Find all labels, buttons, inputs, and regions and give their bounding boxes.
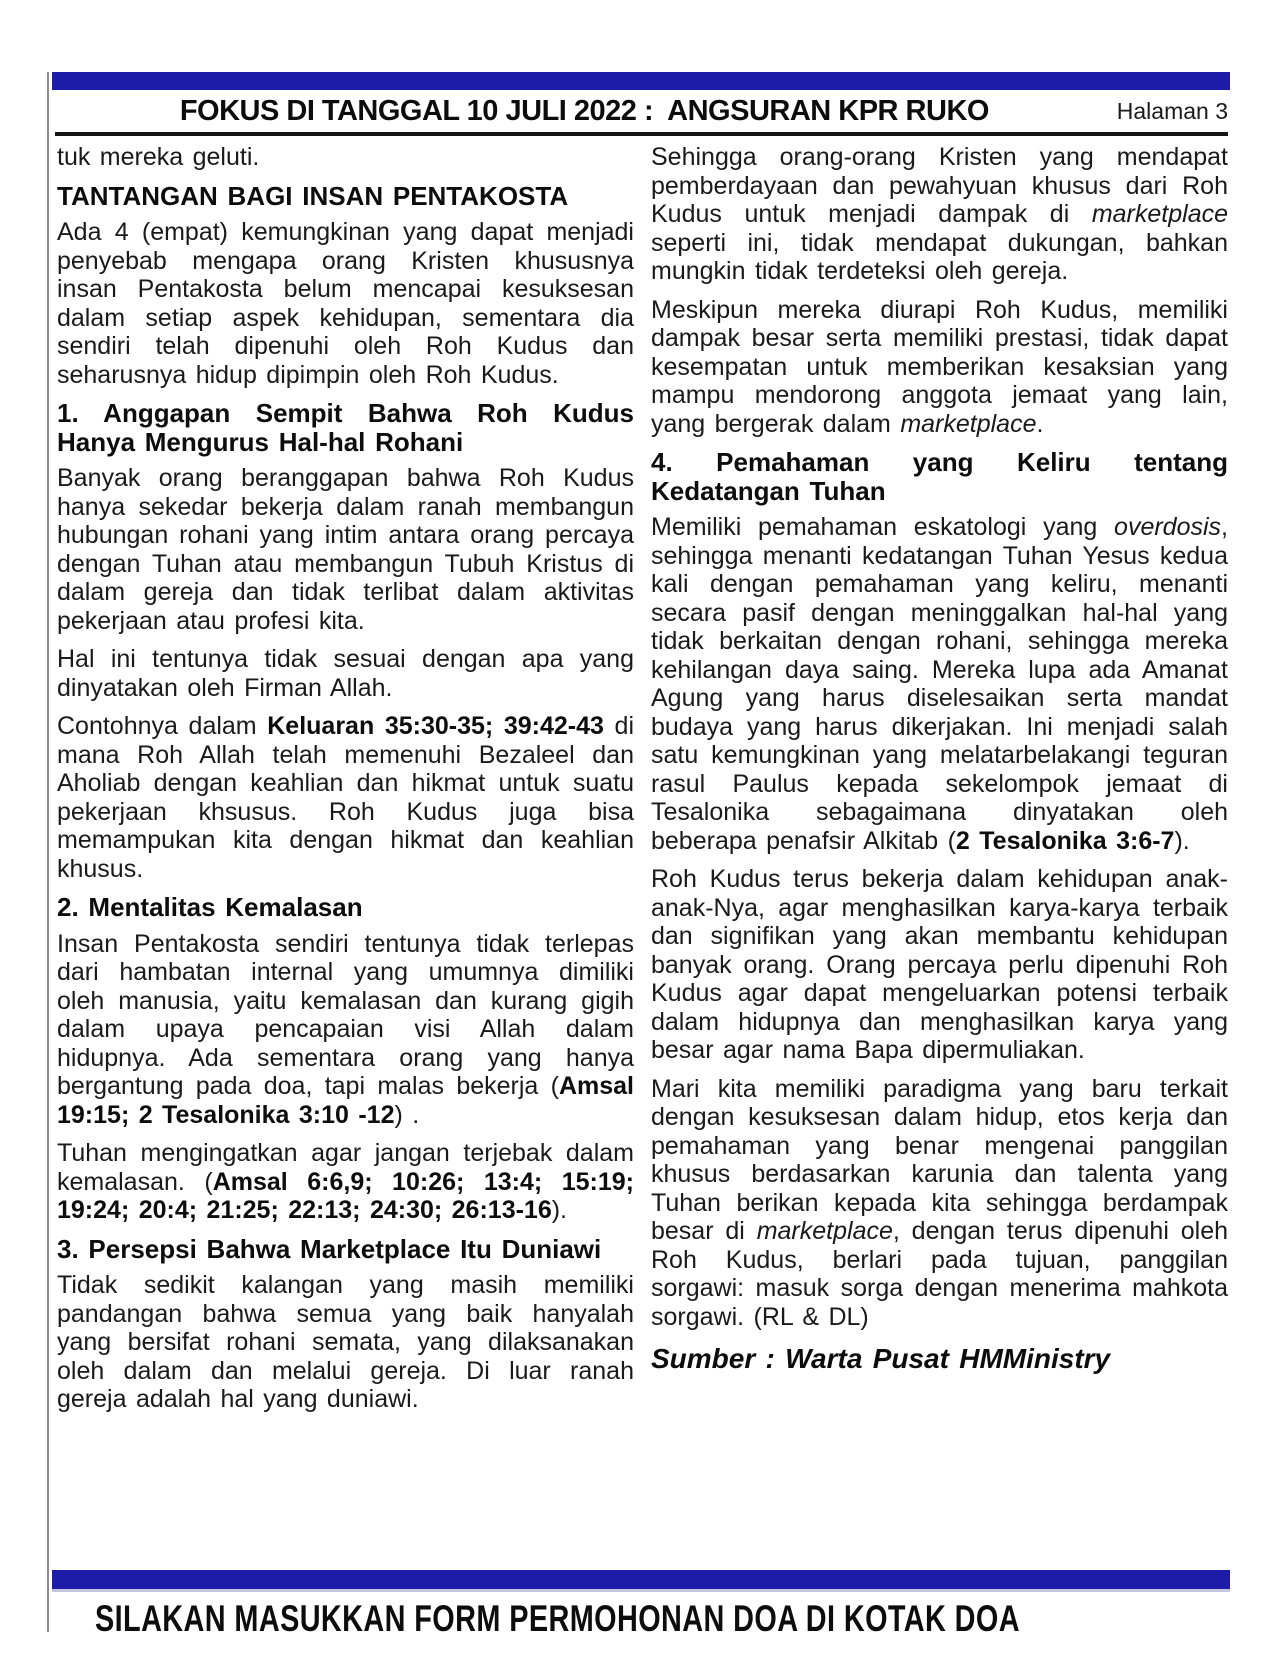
text-run: marketplace: [1091, 200, 1228, 228]
section-heading: [651, 448, 1228, 505]
body-paragraph: [57, 1271, 634, 1414]
text-run: ).: [551, 1196, 568, 1224]
text-run: marketplace: [756, 1217, 893, 1245]
text-run: marketplace: [900, 409, 1037, 438]
page-number-label: Halaman 3: [1116, 97, 1228, 124]
text-run: Banyak orang beranggapan bahwa Roh Kudus hanya sekedar bekerja dalam ranah membangun hubungan rohani yang intim antara orang percaya dengan Tuhan atau membangun Tubuh Kristus di dalam gereja dan tidak terlibat dalam aktivitas pekerjaan atau profesi kita.: [57, 464, 634, 635]
source-credit: [651, 1345, 1228, 1374]
article-column-right: [651, 143, 1228, 1424]
header-divider: [55, 132, 1228, 136]
section-heading: [57, 893, 634, 922]
text-run: Memiliki pemahaman eskatologi yang: [651, 513, 1115, 541]
text-run: Hal ini tentunya tidak sesuai dengan apa yang dinyatakan oleh Firman Allah.: [57, 645, 634, 702]
text-run: Sehingga orang-orang Kristen yang mendapat pemberdayaan dan pewahyuan khusus dari Roh Kudus untuk menjadi dampak di: [651, 143, 1228, 228]
top-accent-bar: [52, 72, 1230, 90]
text-run: seperti ini, tidak mendapat dukungan, bahkan mungkin tidak terdeteksi oleh gereja.: [651, 228, 1228, 285]
text-run: .: [1036, 409, 1044, 438]
text-run: Tidak sedikit kalangan yang masih memiliki pandangan bahwa semua yang baik hanyalah yang bersifat rohani semata, yang dilaksanakan oleh dalam dan melalui gereja. Di luar ranah gereja adalah hal yang duniawi.: [57, 1271, 634, 1413]
body-paragraph: [651, 1075, 1228, 1332]
body-paragraph: [651, 296, 1228, 439]
text-run: Mari kita memiliki paradigma yang baru terkait dengan kesuksesan dalam hidup, etos kerja dan pemahaman yang benar mengenai panggilan khusus berdasarkan karunia dan talenta yang Tuhan berikan kepada kita sehingga berdampak besar di: [651, 1074, 1228, 1245]
text-run: Contohnya dalam: [57, 712, 268, 740]
text-run: Ada 4 (empat) kemungkinan yang dapat menjadi penyebab mengapa orang Kristen khususnya insan Pentakosta belum mencapai kesuksesan dalam setiap aspek kehidupan, sementara dia sendiri telah dipenuhi oleh Roh Kudus dan seharusnya hidup dipimpin oleh Roh Kudus.: [57, 218, 634, 389]
text-run: 2. Mentalitas Kemalasan: [57, 892, 363, 922]
page-title: FOKUS DI TANGGAL 10 JULI 2022 : ANGSURAN KPR RUKO: [179, 94, 989, 127]
text-run: tuk mereka geluti.: [57, 143, 260, 171]
text-run: , dengan terus dipenuhi oleh Roh Kudus, berlari pada tujuan, panggilan sorgawi: masuk sorga dengan menerima mahkota sorgawi. (RL & DL): [651, 1217, 1229, 1331]
text-run: TANTANGAN BAGI INSAN PENTAKOSTA: [57, 180, 569, 211]
text-run: , sehingga menanti kedatangan Tuhan Yesus kedua kali dengan pemahaman yang keliru, menanti secara pasif dengan meninggalkan hal-hal yang tidak berkaitan dengan rohani, sehingga mereka kehilangan daya saing. Mereka lupa ada Amanat Agung yang harus diselesaikan serta mandat budaya yang harus dikerjakan. Ini menjadi salah satu kemungkinan yang melatarbelakangi teguran rasul Paulus kepada sekelompok jemaat di Tesalonika sebagaimana dinyatakan oleh beberapa penafsir Alkitab (: [651, 513, 1228, 855]
body-paragraph: [57, 645, 634, 702]
page-header: [52, 90, 1230, 132]
body-paragraph: [651, 143, 1228, 286]
body-paragraph: [57, 712, 634, 883]
text-run: Tuhan mengingatkan agar jangan terjebak dalam kemalasan. (: [57, 1139, 634, 1196]
section-heading: [57, 399, 634, 456]
text-run: ).: [1174, 826, 1190, 855]
footer-notice: SILAKAN MASUKKAN FORM PERMOHONAN DOA DI KOTAK DOA: [95, 1598, 1020, 1639]
text-run: Amsal 19:15; 2 Tesalonika 3:10 -12: [57, 1072, 634, 1129]
text-run: ) .: [394, 1100, 420, 1129]
text-run: Sumber : Warta Pusat HMMinistry: [651, 1343, 1111, 1374]
text-run: Meskipun mereka diurapi Roh Kudus, memiliki dampak besar serta memiliki prestasi, tidak dapat kesempatan untuk memberikan kesaksian yang mampu mendorong anggota jemaat yang lain, yang bergerak dalam: [651, 295, 1228, 438]
text-run: 3. Persepsi Bahwa Marketplace Itu Duniawi: [57, 1233, 602, 1264]
text-run: 4. Pemahaman yang Keliru tentang Kedatangan Tuhan: [651, 447, 1228, 506]
page-left-border: [47, 72, 49, 1632]
text-run: Keluaran 35:30-35; 39:42-43: [267, 712, 604, 740]
body-paragraph: [651, 865, 1228, 1065]
body-paragraph: [57, 143, 634, 172]
body-paragraph: [57, 464, 634, 635]
text-run: 2 Tesalonika 3:6-7: [955, 826, 1175, 855]
text-run: 1. Anggapan Sempit Bahwa Roh Kudus Hanya Mengurus Hal-hal Rohani: [57, 398, 634, 457]
text-run: di mana Roh Allah telah memenuhi Bezaleel dan Aholiab dengan keahlian dan hikmat untuk suatu pekerjaan khsusus. Roh Kudus juga bisa memampukan kita dengan hikmat dan keahlian khusus.: [57, 712, 635, 883]
text-run: Roh Kudus terus bekerja dalam kehidupan anak-anak-Nya, agar menghasilkan karya-karya terbaik dan signifikan yang akan membantu kehidupan banyak orang. Orang percaya perlu dipenuhi Roh Kudus agar dapat mengeluarkan potensi terbaik dalam hidupnya dan menghasilkan karya yang besar agar nama Bapa dipermuliakan.: [651, 865, 1228, 1064]
body-paragraph: [57, 1139, 634, 1225]
article-column-left: [57, 143, 634, 1424]
text-run: Insan Pentakosta sendiri tentunya tidak terlepas dari hambatan internal yang umumnya dimiliki oleh manusia, yaitu kemalasan dan kurang gigih dalam upaya pencapaian visi Allah dalam hidupnya. Ada sementara orang yang hanya bergantung pada doa, tapi malas bekerja (: [57, 929, 634, 1100]
body-paragraph: [651, 513, 1228, 855]
footer-accent-bar: [52, 1570, 1230, 1592]
text-run: Amsal 6:6,9; 10:26; 13:4; 15:19; 19:24; 20:4; 21:25; 22:13; 24:30; 26:13-16: [57, 1167, 634, 1224]
section-heading: [57, 182, 634, 211]
body-paragraph: [57, 930, 634, 1130]
text-run: overdosis: [1114, 513, 1222, 541]
article-body: [57, 143, 1228, 1424]
section-heading: [57, 1235, 634, 1264]
body-paragraph: [57, 218, 634, 389]
